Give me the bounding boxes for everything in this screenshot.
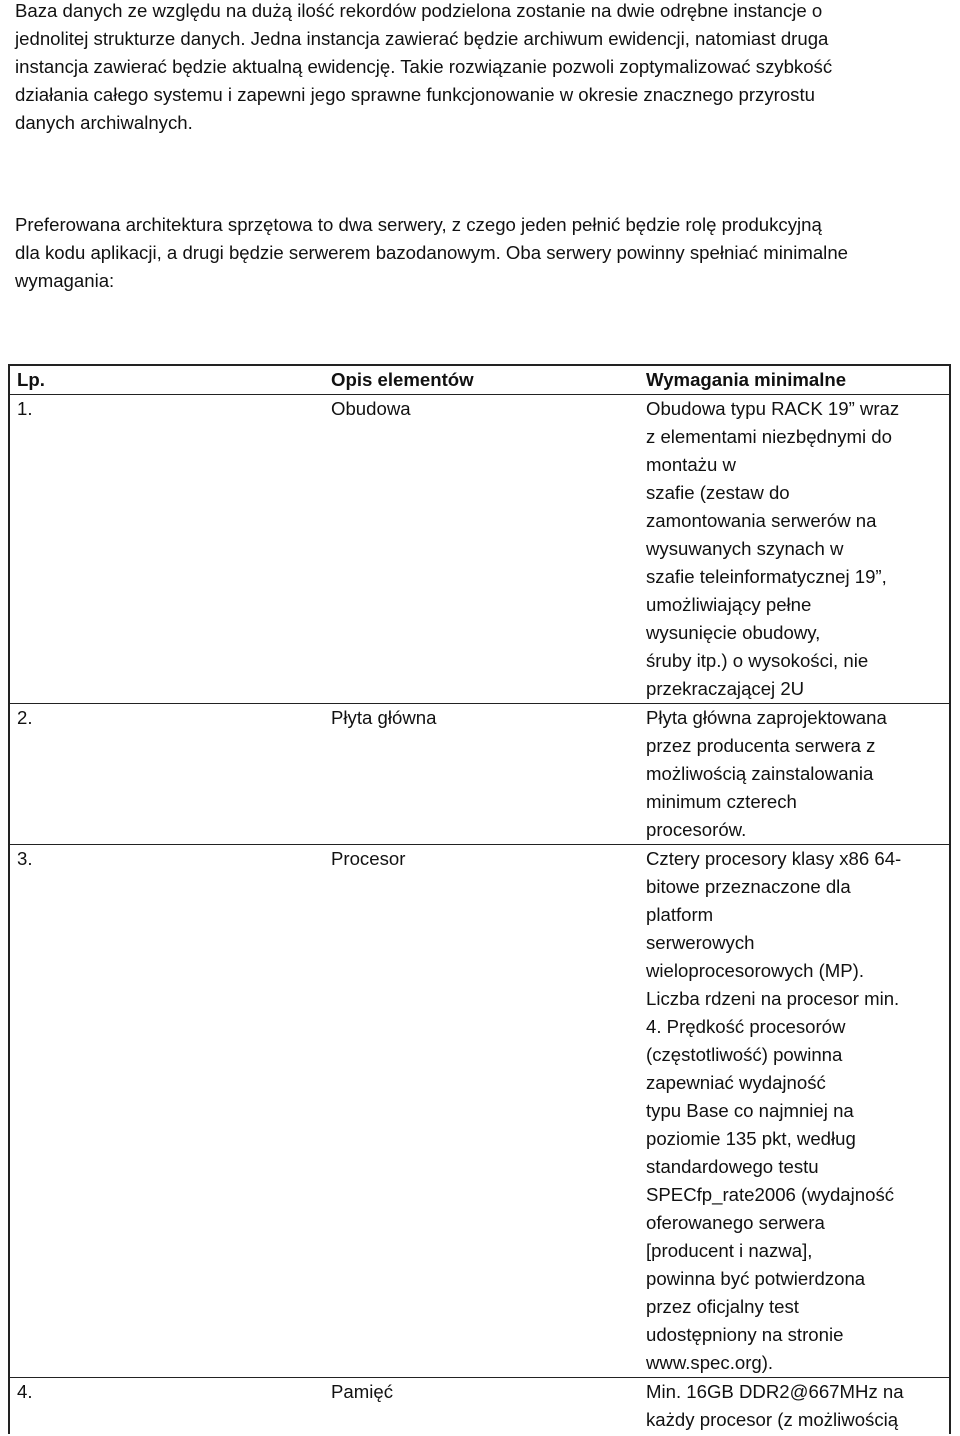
requirement-line: wysuwanych szynach w (646, 538, 844, 559)
requirement-line: umożliwiający pełne (646, 594, 812, 615)
requirement-line: standardowego testu (646, 1156, 819, 1177)
requirement-line: śruby itp.) o wysokości, nie (646, 650, 869, 671)
table-row (9, 704, 950, 845)
requirement-line: SPECfp_rate2006 (wydajność (646, 1184, 895, 1205)
requirement-line: oferowanego serwera (646, 1212, 825, 1233)
header-requirements: Wymagania minimalne (639, 365, 950, 395)
table-row (9, 1378, 950, 1435)
cell-requirements (639, 395, 950, 704)
requirement-line: www.spec.org). (646, 1352, 774, 1373)
requirement-line: udostępniony na stronie (646, 1324, 844, 1345)
requirement-line: szafie (zestaw do (646, 482, 790, 503)
requirement-line: zamontowania serwerów na (646, 510, 877, 531)
requirement-line: poziomie 135 pkt, według (646, 1128, 856, 1149)
cell-description: Płyta główna (324, 704, 639, 845)
requirement-line: przez producenta serwera z (646, 735, 876, 756)
requirement-line: Cztery procesory klasy x86 64- (646, 848, 902, 869)
requirement-line: procesorów. (646, 819, 747, 840)
cell-requirements (639, 845, 950, 1378)
intro-paragraph-database (15, 0, 960, 137)
paragraph-line: danych archiwalnych. (15, 112, 193, 133)
requirement-line: platform (646, 904, 714, 925)
requirement-line: minimum czterech (646, 791, 797, 812)
requirement-line: każdy procesor (z możliwością (646, 1409, 899, 1430)
requirement-line: z elementami niezbędnymi do (646, 426, 892, 447)
cell-description: Pamięć (331, 1381, 394, 1402)
requirement-line: powinna być potwierdzona (646, 1268, 866, 1289)
requirement-line: montażu w (646, 454, 736, 475)
cell-lp: 3. (9, 845, 324, 1378)
requirement-line: szafie teleinformatycznej 19”, (646, 566, 887, 587)
requirement-line: Obudowa typu RACK 19” wraz (646, 398, 900, 419)
requirement-line: wieloprocesorowych (MP). (646, 960, 865, 981)
header-lp: Lp. (9, 365, 324, 395)
table-row (9, 845, 950, 1378)
requirement-line: (częstotliwość) powinna (646, 1044, 843, 1065)
paragraph-line: dla kodu aplikacji, a drugi będzie serwerem bazodanowym. Oba serwery powinny spełniać minimalne (15, 242, 848, 263)
cell-description: Obudowa (324, 395, 639, 704)
paragraph-line: jednolitej strukturze danych. Jedna instancja zawierać będzie archiwum ewidencji, natomiast druga (15, 28, 829, 49)
requirement-line: [producent i nazwa], (646, 1240, 813, 1261)
cell-lp: 1. (9, 395, 324, 704)
table-header (9, 365, 950, 395)
cell-lp: 4. (9, 1378, 324, 1435)
cell-requirements (639, 704, 950, 845)
table-header-row (9, 365, 950, 395)
requirement-line: bitowe przeznaczone dla (646, 876, 851, 897)
requirement-line: 4. Prędkość procesorów (646, 1016, 846, 1037)
cell-requirements (639, 1378, 950, 1435)
cell-description: Procesor (324, 845, 639, 1378)
requirements-table (8, 364, 951, 1434)
requirement-line: Min. 16GB DDR2@667MHz na (646, 1381, 904, 1402)
paragraph-line: Baza danych ze względu na dużą ilość rekordów podzielona zostanie na dwie odrębne instancje o (15, 0, 823, 21)
requirement-line: przekraczającej 2U (646, 678, 805, 699)
table-body (9, 395, 950, 1435)
requirement-line: przez oficjalny test (646, 1296, 799, 1317)
intro-paragraph-architecture (15, 211, 960, 295)
requirement-line: zapewniać wydajność (646, 1072, 826, 1093)
requirement-line: Płyta główna zaprojektowana (646, 707, 887, 728)
requirement-line: możliwością zainstalowania (646, 763, 874, 784)
paragraph-line: działania całego systemu i zapewni jego sprawne funkcjonowanie w okresie znacznego przyrostu (15, 84, 815, 105)
cell-lp: 2. (9, 704, 324, 845)
paragraph-line: Preferowana architektura sprzętowa to dwa serwery, z czego jeden pełnić będzie rolę produkcyjną (15, 214, 822, 235)
requirement-line: wysunięcie obudowy, (646, 622, 821, 643)
header-description: Opis elementów (324, 365, 639, 395)
paragraph-line: wymagania: (15, 270, 115, 291)
requirement-line: typu Base co najmniej na (646, 1100, 854, 1121)
paragraph-line: instancja zawierać będzie aktualną ewidencję. Takie rozwiązanie pozwoli zoptymalizować szybkość (15, 56, 833, 77)
requirement-line: Liczba rdzeni na procesor min. (646, 988, 900, 1009)
requirement-line: serwerowych (646, 932, 755, 953)
table-row (9, 395, 950, 704)
